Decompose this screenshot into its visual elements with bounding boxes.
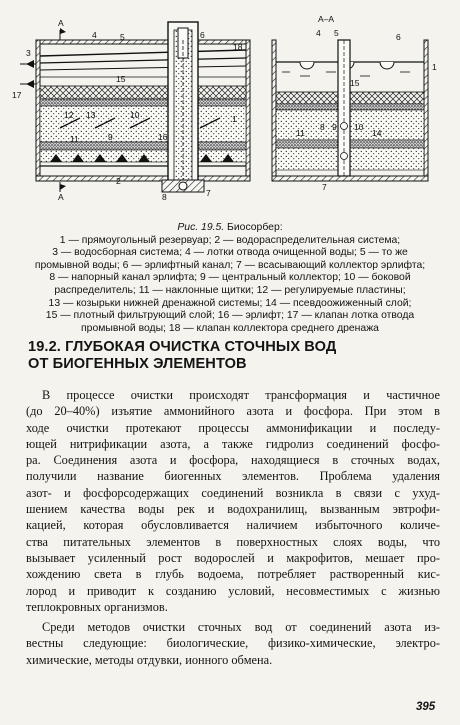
caption-title: Рис. 19.5. <box>177 222 225 233</box>
fig-label: 5 <box>120 32 125 42</box>
left-section-mark: А <box>58 18 64 28</box>
fig-label: 12 <box>64 110 74 120</box>
text-line: В процессе очистки происходят трансформация и частичное <box>42 388 440 402</box>
figure-caption <box>20 222 440 335</box>
fig-label: 6 <box>200 30 205 40</box>
fig-label: 1 <box>232 114 237 124</box>
page-number: 395 <box>416 701 436 713</box>
text-line: Среди методов очистки сточных вод от соединений азота из- <box>42 620 440 635</box>
fig-label: 16 <box>158 132 168 142</box>
biosorber-drawing <box>0 0 460 222</box>
body-text <box>26 387 440 668</box>
caption-title-rest: Биосорбер: <box>224 222 283 233</box>
fig-label: 17 <box>12 90 22 100</box>
fig-label: 7 <box>322 182 327 192</box>
fig-label: 13 <box>86 110 96 120</box>
text-line: (до 20–40%) изъятие аммонийного азота и фосфора. При этом в <box>26 404 440 419</box>
text-line: ходе очистки протекают процессы аммонификации и последу- <box>26 420 440 435</box>
text-line: вестны следующие: биологические, физико-химические, электро- <box>26 636 440 651</box>
fig-label: 2 <box>116 176 121 186</box>
text-line: вызывает усиленный рост водорослей и макрофитов, мешает про- <box>26 550 440 565</box>
fig-label: 18 <box>233 42 243 52</box>
text-line: хождению света в глубь водоема, потребляет растворенный кис- <box>26 567 440 582</box>
caption-title-line <box>20 222 440 235</box>
right-view <box>272 14 437 192</box>
fig-label: 9 <box>332 122 337 132</box>
paragraph-2 <box>26 619 440 668</box>
section-heading-line-2: ОТ БИОГЕННЫХ ЭЛЕМЕНТОВ <box>28 356 247 372</box>
right-section-title: А–А <box>318 14 335 24</box>
caption-line: 1 — прямоугольный резервуар; 2 — водораспределительная система; <box>59 234 401 246</box>
section-heading <box>28 339 438 373</box>
fig-label: 5 <box>334 28 339 38</box>
fig-label: 14 <box>372 128 382 138</box>
text-line: ющей нитрификации азота, а также гидролиз соединений фосфо- <box>26 436 440 451</box>
caption-line: 3 — водосборная система; 4 — лотки отвода очищенной воды; 5 — то же <box>52 247 408 259</box>
caption-line: распределитель; 11 — наклонные щитки; 12 — регулируемые пластины; <box>54 284 406 296</box>
fig-label: 3 <box>26 48 31 58</box>
caption-line: 13 — козырьки нижней дренажной системы; 14 — псевдоожиженный слой; <box>48 297 412 309</box>
text-line: ра. Соединения азота и фосфора, находящиеся в сточных водах, <box>26 453 440 468</box>
caption-line: промывной воды; 6 — эрлифтный канал; 7 — всасывающий коллектор эрлифта; <box>34 259 426 271</box>
text-line: кацией, которая обусловливается наличием избыточного количе- <box>26 518 440 533</box>
text-line: лород и приводит к созданию условий, несовместимых с жизнью <box>26 583 440 598</box>
fig-label: 11 <box>70 134 79 144</box>
fig-label: 4 <box>92 30 97 40</box>
fig-label: 11 <box>296 128 305 138</box>
fig-label: 6 <box>396 32 401 42</box>
fig-label: 4 <box>316 28 321 38</box>
text-line: шением качества воды рек и водохранилищ, вызванным эвтрофи- <box>26 502 440 517</box>
left-view <box>12 18 250 202</box>
fig-label: 10 <box>354 122 364 132</box>
figure-biosorber <box>0 0 460 222</box>
fig-label: 9 <box>108 132 113 142</box>
fig-label: 8 <box>162 192 167 202</box>
text-line: получили название биогенных элементов. Проблема удаления <box>26 469 440 484</box>
left-section-mark-bottom: А <box>58 192 64 202</box>
caption-line: 8 — напорный канал эрлифта; 9 — центральный коллектор; 10 — боковой <box>49 272 411 284</box>
text-line: химические, методы отдувки, ионного обмена. <box>26 652 273 667</box>
caption-line: промывной воды; 18 — клапан коллектора среднего дренажа <box>81 322 379 334</box>
fig-label: 7 <box>206 188 211 198</box>
fig-label: 10 <box>130 110 140 120</box>
fig-label: 8 <box>320 122 325 132</box>
text-line: теплокровных организмов. <box>26 599 168 614</box>
caption-line: 15 — плотный фильтрующий слой; 16 — эрлифт; 17 — клапан лотка отвода <box>45 310 415 322</box>
fig-label: 15 <box>350 78 360 88</box>
section-heading-line-1: 19.2. ГЛУБОКАЯ ОЧИСТКА СТОЧНЫХ ВОД <box>28 339 337 355</box>
fig-label: 15 <box>116 74 126 84</box>
text-line: ства питательных элементов в поверхностных слоях воды, что <box>26 534 440 549</box>
text-line: азот- и фосфорсодержащих соединений возникла в связи с ухуд- <box>26 485 440 500</box>
paragraph-1 <box>26 387 440 615</box>
fig-label: 1 <box>432 62 437 72</box>
